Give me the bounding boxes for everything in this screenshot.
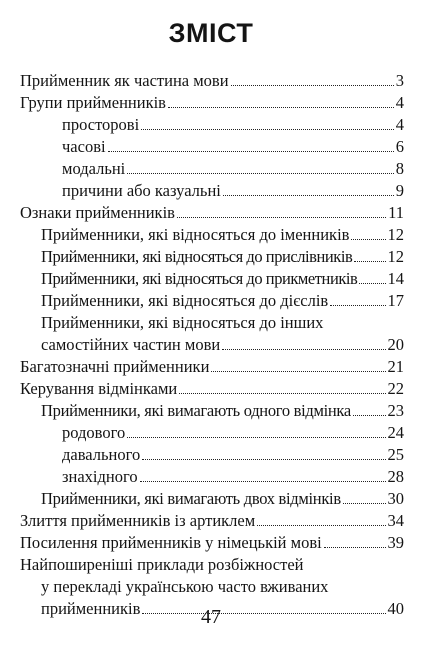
toc-entry-label: давального <box>62 445 141 464</box>
dot-leader <box>353 415 386 416</box>
toc-entry-label: Прийменники, які відносяться до дієслів <box>41 291 329 310</box>
toc-entry-page: 25 <box>387 445 404 464</box>
toc-entry-page: 3 <box>395 71 404 90</box>
toc-entry-label: Прийменники, які відносяться до прикметників <box>41 269 358 288</box>
toc-entry[interactable] <box>0 136 404 158</box>
toc-entry[interactable] <box>0 268 404 290</box>
dot-leader <box>222 349 385 350</box>
dot-leader <box>127 173 393 174</box>
toc-entry[interactable] <box>0 488 404 510</box>
dot-leader <box>351 239 385 240</box>
dot-leader <box>140 481 386 482</box>
toc-entry[interactable] <box>0 158 404 180</box>
toc-entry-label-line: Найпоширеніші приклади розбіжностей <box>20 555 304 574</box>
toc-entry[interactable] <box>0 510 404 532</box>
toc-entry-label: причини або казуальні <box>62 181 221 200</box>
toc-entry-label: Прийменники, які вимагають двох відмінків <box>41 489 341 508</box>
toc-entry-label: знахідного <box>62 467 138 486</box>
toc-entry-label: Багатозначні прийменники <box>20 357 210 376</box>
toc-entry-page: 23 <box>387 401 404 420</box>
toc-entry[interactable] <box>0 422 404 444</box>
toc-entry-label: Злиття прийменників із артиклем <box>20 511 256 530</box>
toc-entry-page: 30 <box>387 489 404 508</box>
toc-entry-page: 12 <box>387 225 404 244</box>
toc-entry-label: Прийменники, які відносяться до іменників <box>41 225 350 244</box>
toc-entry-label: Групи прийменників <box>20 93 166 112</box>
toc-entry-label: Посилення прийменників у німецькій мові <box>20 533 322 552</box>
toc-entry[interactable] <box>0 444 404 466</box>
dot-leader <box>211 371 385 372</box>
toc-entry[interactable] <box>0 356 404 378</box>
dot-leader <box>177 217 386 218</box>
toc-entry[interactable] <box>0 532 404 554</box>
toc-entry-page: 12 <box>387 247 404 266</box>
toc-entry-page: 20 <box>387 335 404 354</box>
toc-entry-page: 22 <box>387 379 404 398</box>
toc-entry-page: 24 <box>387 423 404 442</box>
toc-entry[interactable] <box>0 378 404 400</box>
toc-entry-page: 21 <box>387 357 404 376</box>
toc-entry-page: 11 <box>388 203 404 222</box>
dot-leader <box>179 393 385 394</box>
toc-entry[interactable] <box>0 466 404 488</box>
toc-entry-page: 4 <box>395 115 404 134</box>
toc-entry-label: самостійних частин мови <box>41 335 221 354</box>
toc-entry-label: родового <box>62 423 126 442</box>
dot-leader <box>108 151 394 152</box>
toc-entry-label: Керування відмінками <box>20 379 178 398</box>
toc-entry-page: 28 <box>387 467 404 486</box>
toc-entry[interactable] <box>0 180 404 202</box>
dot-leader <box>168 107 394 108</box>
toc-entry[interactable] <box>0 224 404 246</box>
toc-entry-label: Прийменник як частина мови <box>20 71 229 90</box>
toc-entry[interactable] <box>0 114 404 136</box>
toc-entry[interactable] <box>0 92 404 114</box>
dot-leader <box>127 437 385 438</box>
toc-entry-page: 34 <box>387 511 404 530</box>
dot-leader <box>359 283 385 284</box>
toc-entry-page: 4 <box>395 93 404 112</box>
dot-leader <box>257 525 385 526</box>
toc-entry-page: 14 <box>387 269 404 288</box>
dot-leader <box>354 261 385 262</box>
dot-leader <box>142 459 385 460</box>
dot-leader <box>141 129 394 130</box>
toc-entry-label: Ознаки прийменників <box>20 203 175 222</box>
toc-entry[interactable] <box>0 334 404 356</box>
toc-entry[interactable] <box>0 290 404 312</box>
toc-entry-page: 40 <box>387 599 404 618</box>
page-title: ЗМІСТ <box>168 18 254 48</box>
dot-leader <box>343 503 386 504</box>
toc-entry-label: Прийменники, які вимагають одного відмінка <box>41 401 351 420</box>
toc-entry-label: модальні <box>62 159 126 178</box>
toc-entry[interactable] <box>0 202 404 224</box>
dot-leader <box>330 305 385 306</box>
toc-entry-label-line: у перекладі українською часто вживаних <box>41 577 329 596</box>
toc-entry-page: 39 <box>387 533 404 552</box>
dot-leader <box>223 195 394 196</box>
toc-entry-page: 8 <box>395 159 404 178</box>
toc-entry[interactable] <box>0 70 404 92</box>
page-number: 47 <box>201 606 221 628</box>
toc-entry-label-line: Прийменники, які відносяться до інших <box>41 313 324 332</box>
toc-entry-page: 17 <box>387 291 404 310</box>
toc-entry-page: 6 <box>395 137 404 156</box>
toc-entry[interactable] <box>0 246 404 268</box>
dot-leader <box>324 547 386 548</box>
toc-entry[interactable] <box>0 400 404 422</box>
toc-entry-label: просторові <box>62 115 140 134</box>
dot-leader <box>231 85 394 86</box>
toc-entry-page: 9 <box>395 181 404 200</box>
toc-entry-label: часові <box>62 137 106 156</box>
toc-entry-label: прийменників <box>41 599 141 618</box>
toc-entry-label: Прийменники, які відносяться до прислівників <box>41 247 353 266</box>
